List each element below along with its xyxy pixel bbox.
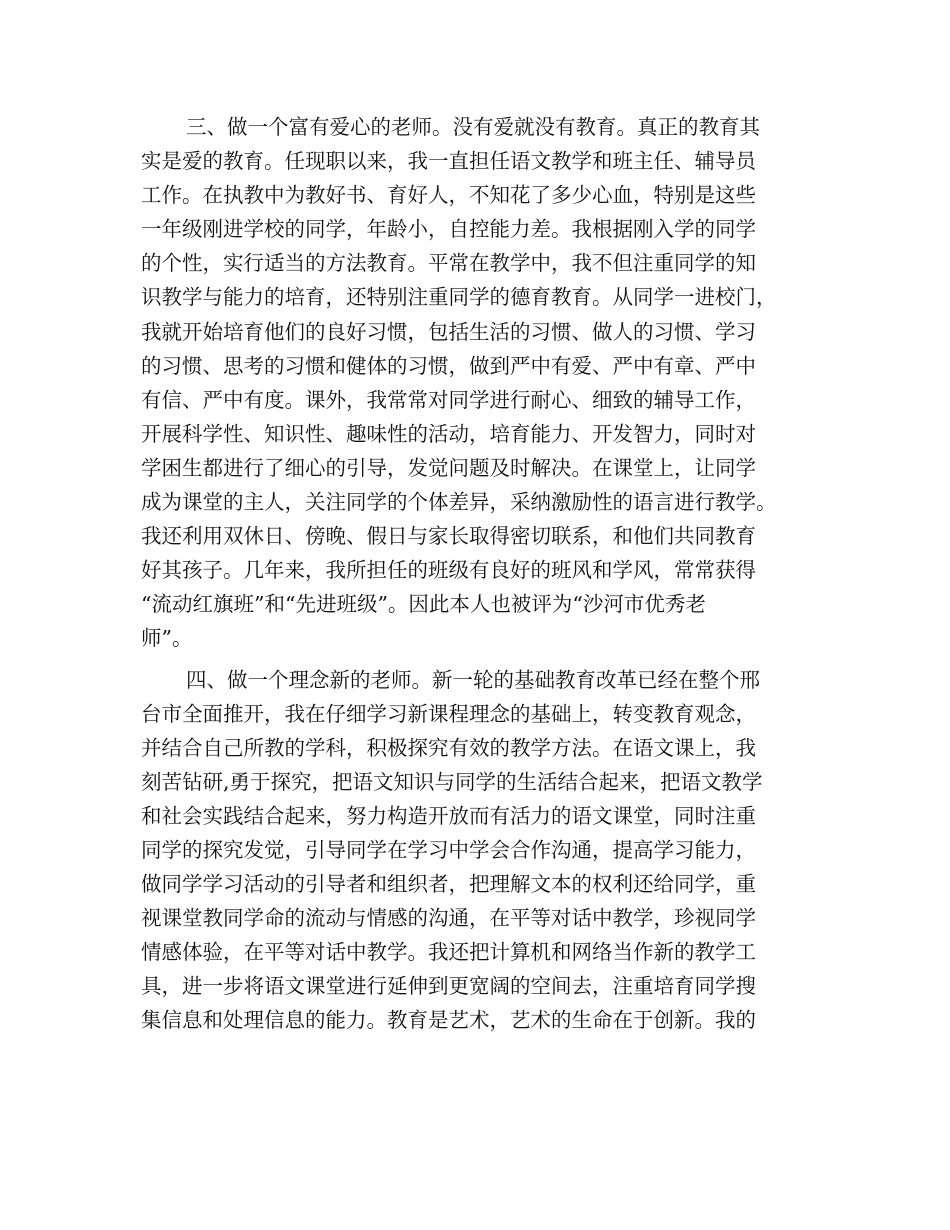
text-line: 学困生都进行了细心的引导，发觉问题及时解决。在课堂上，让同学 xyxy=(141,455,756,480)
text-line: 工作。在执教中为教好书、育好人，不知花了多少心血，特别是这些 xyxy=(141,183,756,208)
text-line: 实是爱的教育。任现职以来，我一直担任语文教学和班主任、辅导员 xyxy=(141,149,756,174)
text-line: 的习惯、思考的习惯和健体的习惯，做到严中有爱、严中有章、严中 xyxy=(141,353,756,378)
paragraph-new-ideas-teacher xyxy=(141,663,807,1038)
body-text xyxy=(141,110,807,1038)
text-line: 三、做一个富有爱心的老师。没有爱就没有教育。真正的教育其 xyxy=(186,115,760,139)
text-line: 情感体验，在平等对话中教学。我还把计算机和网络当作新的教学工 xyxy=(141,940,756,965)
text-line: 同学的探究发觉，引导同学在学习中学会合作沟通，提高学习能力， xyxy=(141,837,756,862)
text-line: 好其孩子。几年来，我所担任的班级有良好的班风和学风，常常获得 xyxy=(141,558,756,583)
text-line: 成为课堂的主人，关注同学的个体差异，采纳激励性的语言进行教学。 xyxy=(141,490,777,515)
text-line: 的个性，实行适当的方法教育。平常在教学中，我不但注重同学的知 xyxy=(141,251,756,276)
text-line: 具，进一步将语文课堂进行延伸到更宽阔的空间去，注重培育同学搜 xyxy=(141,974,756,999)
text-line: 和社会实践结合起来，努力构造开放而有活力的语文课堂，同时注重 xyxy=(141,803,756,828)
text-line: 并结合自己所教的学科，积极探究有效的教学方法。在语文课上，我 xyxy=(141,735,756,760)
text-line: 台市全面推开，我在仔细学习新课程理念的基础上，转变教育观念， xyxy=(141,701,756,726)
text-line: 我就开始培育他们的良好习惯，包括生活的习惯、做人的习惯、学习 xyxy=(141,319,756,344)
text-line: 视课堂教同学命的流动与情感的沟通，在平等对话中教学，珍视同学 xyxy=(141,906,756,931)
text-line: 识教学与能力的培育，还特别注重同学的德育教育。从同学一进校门， xyxy=(141,285,777,310)
text-line: 有信、严中有度。课外，我常常对同学进行耐心、细致的辅导工作， xyxy=(141,387,756,412)
text-line: 我还利用双休日、傍晚、假日与家长取得密切联系，和他们共同教育 xyxy=(141,524,756,549)
text-line: 师”。 xyxy=(141,626,193,651)
text-line: “流动红旗班”和“先进班级”。因此本人也被评为“沙河市优秀老 xyxy=(141,592,706,617)
text-line: 集信息和处理信息的能力。教育是艺术，艺术的生命在于创新。我的 xyxy=(141,1008,756,1033)
text-line: 一年级刚进学校的同学，年龄小，自控能力差。我根据刚入学的同学 xyxy=(141,217,756,242)
text-line: 刻苦钻研,勇于探究，把语文知识与同学的生活结合起来，把语文教学 xyxy=(141,769,763,794)
paragraph-caring-teacher xyxy=(141,110,807,656)
text-line: 四、做一个理念新的老师。新一轮的基础教育改革已经在整个邢 xyxy=(186,667,760,692)
paragraph-gap xyxy=(141,656,807,663)
text-line: 做同学学习活动的引导者和组织者，把理解文本的权利还给同学，重 xyxy=(141,872,756,897)
text-line: 开展科学性、知识性、趣味性的活动，培育能力、开发智力，同时对 xyxy=(141,421,756,446)
